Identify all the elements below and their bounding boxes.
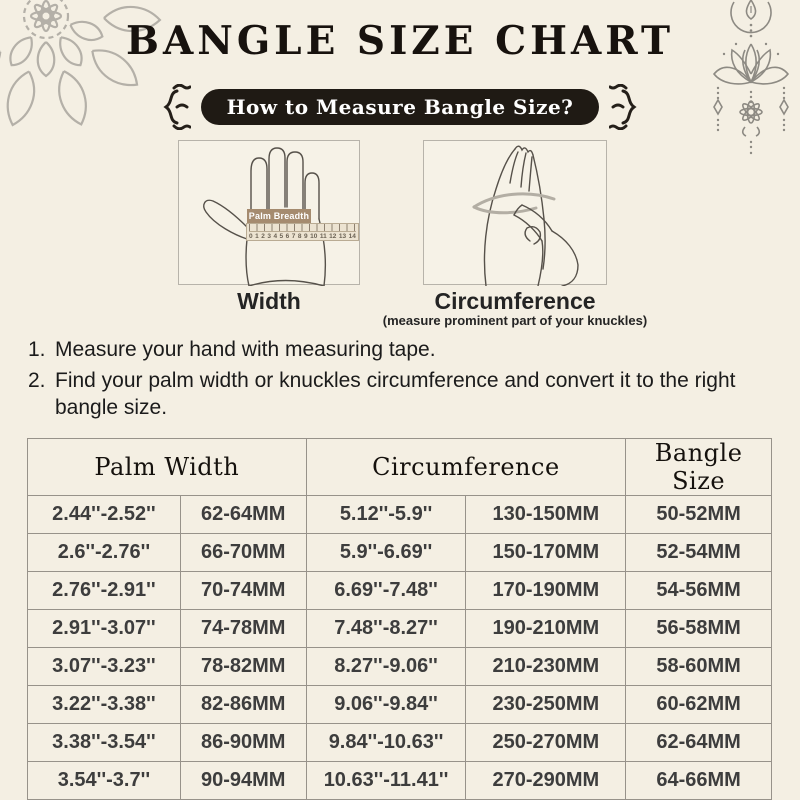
table-cell: 60-62MM [626,686,772,724]
table-cell: 62-64MM [180,496,306,534]
table-cell: 270-290MM [466,762,626,800]
instruction-number: 1. [28,338,46,361]
table-cell: 2.91''-3.07'' [28,610,181,648]
ruler-number: 2 [261,233,265,240]
width-illustration-box [178,140,360,285]
table-cell: 2.6''-2.76'' [28,534,181,572]
table-cell: 62-64MM [626,724,772,762]
table-cell: 5.9''-6.69'' [306,534,466,572]
flourish-left-icon [161,84,191,130]
ruler-ticks [249,224,356,232]
ruler-number: 3 [267,233,271,240]
column-header: Bangle Size [626,439,772,496]
size-table-body [28,496,772,800]
table-cell: 74-78MM [180,610,306,648]
table-cell: 130-150MM [466,496,626,534]
ruler-number: 10 [310,233,318,240]
table-cell: 6.69''-7.48'' [306,572,466,610]
ruler-number: 1 [255,233,259,240]
table-cell: 64-66MM [626,762,772,800]
table-row [28,610,772,648]
instructions-list [28,336,765,425]
circumference-illustration-box [423,140,607,285]
table-cell: 2.44''-2.52'' [28,496,181,534]
size-table [27,438,772,800]
table-cell: 82-86MM [180,686,306,724]
table-cell: 150-170MM [466,534,626,572]
column-header: Palm Width [28,439,307,496]
table-cell: 3.38''-3.54'' [28,724,181,762]
table-cell: 58-60MM [626,648,772,686]
table-cell: 50-52MM [626,496,772,534]
instruction-item [28,336,765,363]
hand-circumference-illustration-icon [424,141,608,286]
column-header: Circumference [306,439,626,496]
table-cell: 66-70MM [180,534,306,572]
ruler-number: 11 [319,233,327,240]
table-row [28,762,772,800]
ruler-number: 8 [297,233,302,240]
width-caption: Width [237,288,301,314]
ruler-number: 9 [303,233,308,240]
ruler-numbers [247,232,358,241]
ruler-number: 4 [273,233,278,240]
table-cell: 70-74MM [180,572,306,610]
table-cell: 52-54MM [626,534,772,572]
table-row [28,648,772,686]
flourish-right-icon [609,84,639,130]
table-cell: 9.84''-10.63'' [306,724,466,762]
table-cell: 90-94MM [180,762,306,800]
table-cell: 210-230MM [466,648,626,686]
circumference-caption: Circumference [434,288,596,314]
table-cell: 86-90MM [180,724,306,762]
size-table-header-row [28,439,772,496]
table-cell: 78-82MM [180,648,306,686]
instruction-item [28,367,765,421]
table-cell: 56-58MM [626,610,772,648]
table-row [28,534,772,572]
table-cell: 190-210MM [466,610,626,648]
ruler-number: 13 [338,233,347,240]
ruler-number: 14 [348,233,356,240]
table-cell: 230-250MM [466,686,626,724]
table-cell: 54-56MM [626,572,772,610]
table-row [28,686,772,724]
ruler-number: 7 [291,233,296,240]
instruction-number: 2. [28,369,46,392]
instruction-text: Measure your hand with measuring tape. [55,338,436,361]
table-cell: 5.12''-5.9'' [306,496,466,534]
ruler-number: 0 [249,233,253,240]
banner-pill: How to Measure Bangle Size? [201,89,600,125]
ruler-number: 5 [279,233,284,240]
circumference-note: (measure prominent part of your knuckles) [382,313,648,328]
table-cell: 2.76''-2.91'' [28,572,181,610]
banner-row [0,84,800,130]
table-cell: 8.27''-9.06'' [306,648,466,686]
instruction-text: Find your palm width or knuckles circumference and convert it to the right bangle size. [55,369,736,419]
ruler [246,223,359,241]
page-title: BANGLE SIZE CHART [126,18,674,64]
table-cell: 3.22''-3.38'' [28,686,181,724]
ruler-number: 12 [329,233,337,240]
table-cell: 250-270MM [466,724,626,762]
table-cell: 9.06''-9.84'' [306,686,466,724]
table-cell: 3.07''-3.23'' [28,648,181,686]
table-row [28,496,772,534]
table-cell: 10.63''-11.41'' [306,762,466,800]
table-cell: 170-190MM [466,572,626,610]
ruler-number: 6 [285,233,290,240]
table-cell: 3.54''-3.7'' [28,762,181,800]
palm-breadth-label: Palm Breadth [248,211,310,221]
table-row [28,572,772,610]
table-row [28,724,772,762]
table-cell: 7.48''-8.27'' [306,610,466,648]
